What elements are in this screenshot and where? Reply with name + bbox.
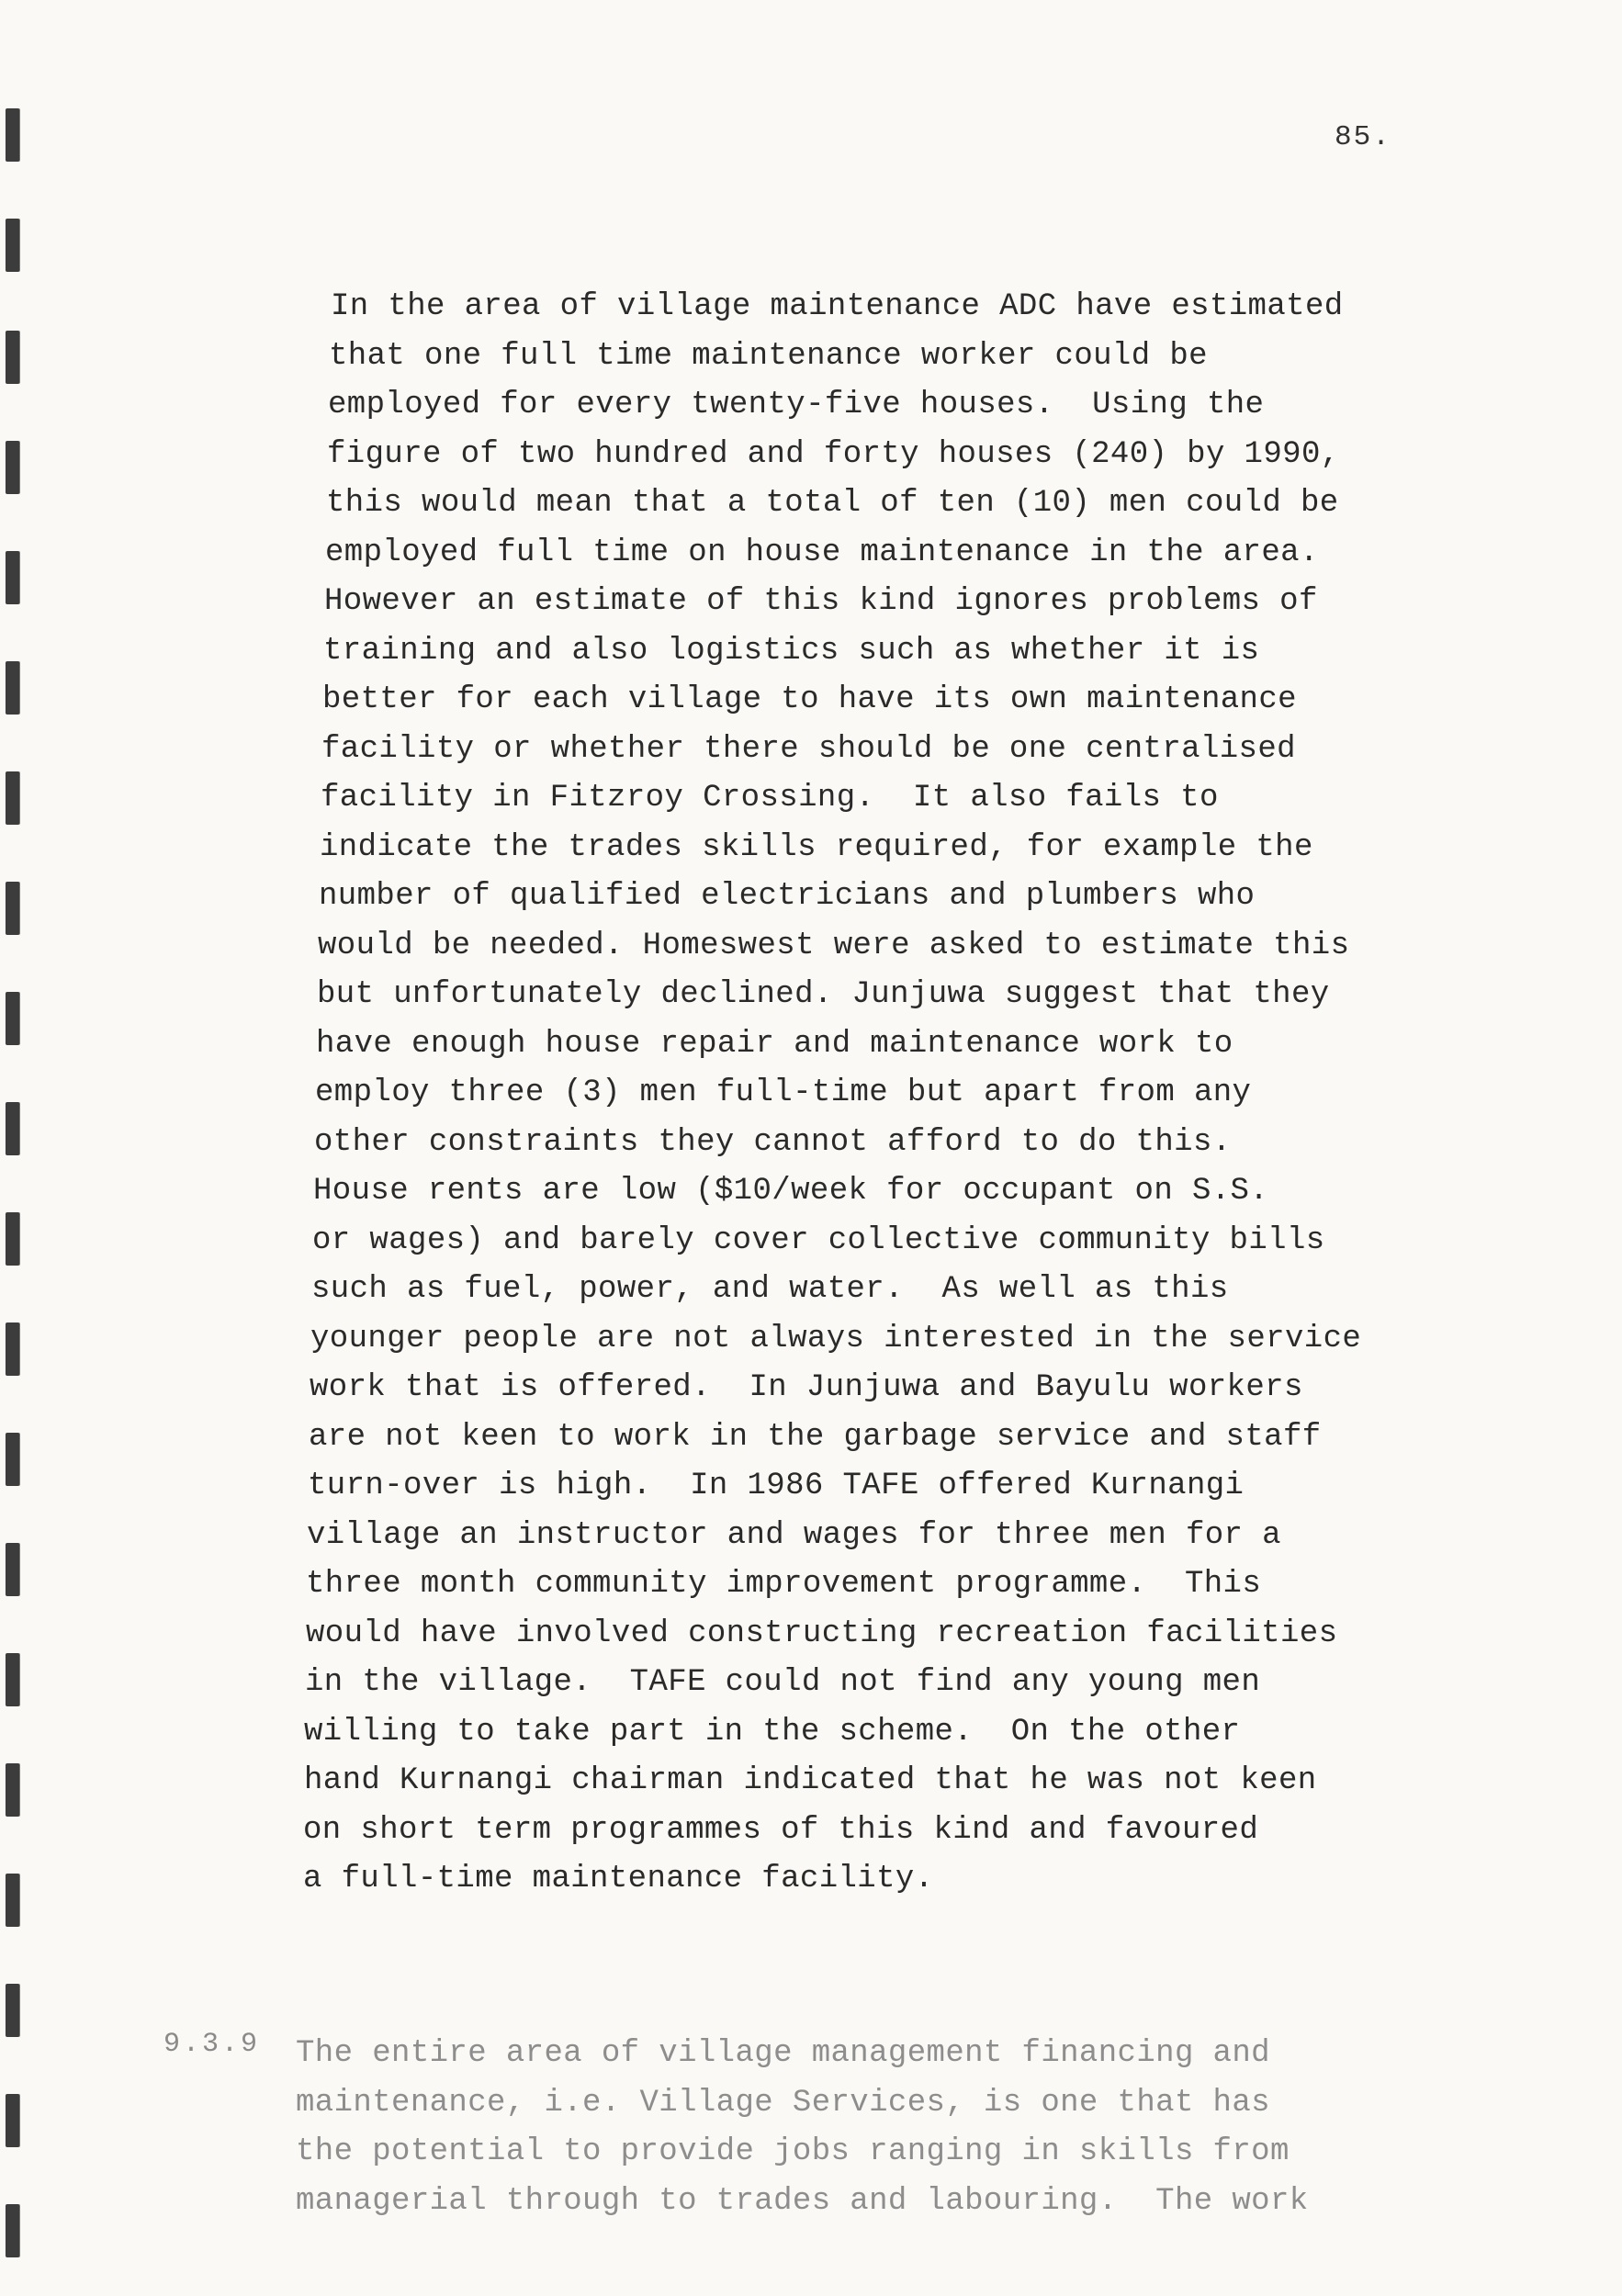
page-number: 85. [1335, 121, 1391, 153]
binding-strip [0, 0, 37, 2296]
text-line: maintenance, i.e. Village Services, is one that has [296, 2085, 1270, 2121]
text-line: younger people are not always interested in the service [310, 1321, 1362, 1356]
text-line: work that is offered. In Junjuwa and Bayulu workers [310, 1370, 1303, 1405]
binding-hole [6, 1543, 19, 1596]
text-line: willing to take part in the scheme. On the other [304, 1714, 1241, 1750]
text-line: employed full time on house maintenance in the area. [325, 535, 1319, 570]
text-line: would be needed. Homeswest were asked to estimate this [318, 928, 1350, 963]
text-line: managerial through to trades and labouring. The work [296, 2183, 1309, 2219]
text-line: In the area of village maintenance ADC have estimated [331, 289, 1344, 324]
binding-hole [6, 2204, 19, 2257]
binding-hole [6, 1433, 19, 1486]
binding-hole [6, 1102, 19, 1155]
section-paragraph [296, 2030, 1453, 2226]
binding-hole [6, 441, 19, 494]
binding-hole [6, 661, 19, 715]
text-line: employ three (3) men full-time but apart from any [315, 1075, 1252, 1110]
text-line: three month community improvement programme. This [306, 1567, 1262, 1602]
text-line: on short term programmes of this kind and favoured [303, 1812, 1259, 1848]
text-line: The entire area of village management financing and [296, 2036, 1270, 2071]
binding-hole [6, 551, 19, 604]
text-line: indicate the trades skills required, for example the [320, 829, 1313, 865]
binding-hole [6, 2094, 19, 2147]
text-line: employed for every twenty-five houses. Using the [328, 388, 1265, 422]
binding-hole [6, 331, 19, 384]
text-line: facility or whether there should be one centralised [321, 731, 1296, 767]
section-number: 9.3.9 [163, 2029, 261, 2060]
binding-hole [6, 882, 19, 935]
text-line: facility in Fitzroy Crossing. It also fails to [321, 781, 1219, 816]
binding-hole [6, 771, 19, 825]
binding-hole [6, 1984, 19, 2037]
binding-hole [6, 1763, 19, 1817]
main-paragraph [303, 283, 1460, 1905]
binding-hole [6, 1874, 19, 1927]
binding-hole [6, 992, 19, 1045]
binding-hole [6, 1322, 19, 1376]
binding-hole [6, 108, 19, 162]
text-line: better for each village to have its own maintenance [322, 682, 1297, 717]
text-line: figure of two hundred and forty houses (240) by 1990, [327, 436, 1340, 472]
text-line: in the village. TAFE could not find any young men [305, 1665, 1261, 1700]
text-line: are not keen to work in the garbage service and staff [309, 1419, 1322, 1455]
text-line: this would mean that a total of ten (10) men could be [326, 486, 1339, 521]
text-line: or wages) and barely cover collective community bills [312, 1222, 1325, 1258]
text-line: However an estimate of this kind ignores problems of [324, 584, 1318, 619]
binding-hole [6, 1212, 19, 1266]
text-line: a full-time maintenance facility. [303, 1862, 934, 1896]
text-line: that one full time maintenance worker could be [329, 338, 1208, 374]
text-line: but unfortunately declined. Junjuwa suggest that they [317, 977, 1330, 1012]
text-line: number of qualified electricians and plumbers who [319, 879, 1256, 914]
text-line: other constraints they cannot afford to do this. [314, 1124, 1232, 1160]
text-line: turn-over is high. In 1986 TAFE offered Kurnangi [308, 1469, 1245, 1503]
text-line: village an instructor and wages for three men for a [307, 1517, 1281, 1553]
text-line: hand Kurnangi chairman indicated that he was not keen [304, 1763, 1317, 1798]
text-line: House rents are low ($10/week for occupant on S.S. [313, 1174, 1269, 1209]
text-line: would have involved constructing recreation facilities [306, 1615, 1338, 1651]
text-line: have enough house repair and maintenance work to [316, 1026, 1233, 1062]
binding-hole [6, 219, 19, 272]
binding-hole [6, 1653, 19, 1706]
text-line: training and also logistics such as whether it is [323, 633, 1260, 669]
text-line: the potential to provide jobs ranging in skills from [296, 2134, 1290, 2169]
text-line: such as fuel, power, and water. As well as this [311, 1272, 1229, 1307]
